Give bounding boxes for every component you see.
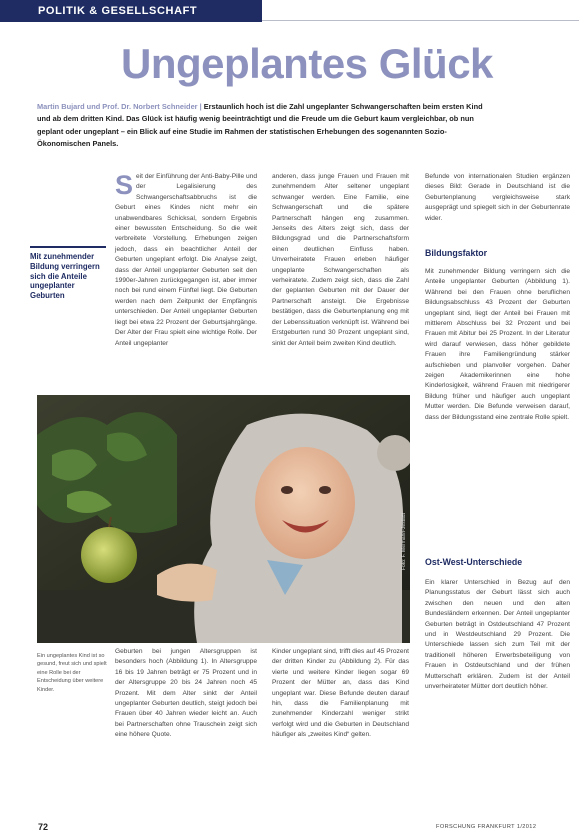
lead-text: Erstaunlich hoch ist die Zahl ungeplanter Schwangerschaften beim ersten Kind und ab dem dritten Kind. Das Glück ist häufig wenig beeinträchtigt und die Freude um die Geburt kaum vergleichbar, ob nun geplant oder ungeplant – ein Blick auf eine Studie im Rahmen der statistischen Erhebungen des sogenannten Sozio-Ökonomischen Panels. bbox=[37, 102, 483, 149]
subhead-ost-west: Ost-West-Unterschiede bbox=[425, 557, 523, 567]
side-quote: Mit zunehmender Bildung verringern sich die Anteile ungeplanter Geburten bbox=[30, 252, 100, 301]
body-text-c2: Mit zunehmender Bildung verringern sich die Anteile ungeplanter Geburten (Abbildung 1). Während bei den Frauen ohne beruflichen Bildungsabschluss 43 Prozent der Geburten ungeplant sind, liegt der Anteil bei Frauen mit mittlerem Abschluss bei 32 Prozent und bei Frauen mit Abitur bei 25 Prozent. In der Literatur wird darauf verwiesen, dass höher gebildete Frauen ihre Familiengründung stärker aufschieben und planvoller vorgehen. Daher zeigen Akademikerinnen eine hohe Kinderlosigkeit, während Frauen mit niedrigerer Bildung früher und häufiger auch ungeplant Mutter werden. Die Befunde verweisen darauf, dass der Bildungsstand eine zentrale Rolle spielt. bbox=[425, 268, 570, 421]
body-text-c3: Ein klarer Unterschied in Bezug auf den Planungsstatus der Geburt lässt sich auch zwischen den neuen und den alten Bundesländern erkennen. Der Anteil ungeplanter Geburten beträgt in Ostdeutschland 47 Prozent und in Westdeutschland 29 Prozent. Die Unterschiede lassen sich zum Teil mit der traditionell höheren Erwerbsbeteiligung von Frauen in Ostdeutschland und der frühen Mutterschaft erklären. Zudem ist der Anteil unverheirateter Mütter dort deutlich höher. bbox=[425, 579, 570, 691]
section-bar bbox=[0, 0, 262, 22]
article-headline: Ungeplantes Glück bbox=[121, 40, 493, 87]
body-text-c: Befunde von internationalen Studien ergänzen dieses Bild: Gerade in Deutschland ist die Geburtenplanung vergleichsweise stark ausgeprägt und spiegelt sich in der Geburtenrate wider. bbox=[425, 173, 570, 222]
footer-publication: FORSCHUNG FRANKFURT 1/2012 bbox=[436, 824, 537, 830]
photo-caption: Ein ungeplantes Kind ist so gesund, freut sich und spielt eine Rolle bei der Entscheidung über weitere Kinder. bbox=[37, 653, 107, 693]
page-footer bbox=[0, 818, 579, 839]
body-text-b: anderen, dass junge Frauen und Frauen mit zunehmendem Alter seltener ungeplant schwanger werden. Eine Familie, eine Schwangerschaft und die spätere Partnerschaft hängen eng zusammen. Jenseits des Alters zeigt sich, dass der Bildungsgrad und die Partnerschaftsform einen deutlichen Einfluss haben. Unverheiratete Frauen erleben häufiger ungeplante Schwangerschaften als verheiratete. Zudem zeigt sich, dass die Zahl der geplanten Geburten mit der Dauer der Partnerschaft ansteigt. Die Ergebnisse bestätigen, dass die Geburtenplanung eng mit der Lebenssituation verknüpft ist. Während bei Erstgeburten rund 30 Prozent ungeplant sind, sinkt der Anteil beim zweiten Kind deutlich. bbox=[272, 173, 409, 347]
body-column-c bbox=[425, 172, 570, 224]
lead-authors: Martin Bujard und Prof. Dr. Norbert Schneider | bbox=[37, 102, 202, 111]
body-text-d: Geburten bei jungen Altersgruppen ist besonders hoch (Abbildung 1). In Altersgruppe 16 bis 19 Jahren beträgt er 75 Prozent und in der Altersgruppe 20 bis 24 Jahren noch 45 Prozent. Mit dem Alter sinkt der Anteil ungeplanter Geburten deutlich, steigt jedoch bei Frauen über 40 Jahren wieder leicht an. Auch bei Partnerschaften ohne Trauschein zeigt sich eine höhere Quote. bbox=[115, 648, 257, 739]
header-rule bbox=[262, 20, 579, 21]
lead-paragraph bbox=[37, 101, 487, 151]
side-quote-rule bbox=[30, 246, 106, 248]
body-text-a: eit der Einführung der Anti-Baby-Pille und der Legalisierung des Schwangerschaftsabbruchs ist die Geburt eines Kindes nicht mehr ein unabwendbares Schicksal, sondern Ergebnis einer bewussten Entscheidung. So die weit verbreitete Vorstellung. Erhebungen zeigen jedoch, dass ein beachtlicher Anteil der Geburten ungeplant erfolgt. Die Analyse zeigt, dass der Anteil ungeplanter Geburten seit den 1990er-Jahren zurückgegangen ist, aber immer noch bei rund einem Fünftel liegt. Die Geburten werden nach dem Zeitpunkt der Empfängnis unterschieden. Der Anteil ungeplanter Geburten liegt bei etwa 22 Prozent der Geburtsjahrgänge. Der Alter der Frau spielt eine wichtige Rolle. Der Anteil ungeplanter bbox=[115, 173, 257, 347]
page-number: 72 bbox=[38, 822, 49, 832]
body-column-a bbox=[115, 172, 257, 349]
body-column-c2 bbox=[425, 267, 570, 423]
body-column-b bbox=[272, 172, 409, 349]
article-photo bbox=[37, 395, 410, 643]
body-column-d bbox=[115, 647, 257, 741]
dropcap: S bbox=[115, 170, 134, 200]
body-column-e bbox=[272, 647, 409, 741]
section-label: POLITIK & GESELLSCHAFT bbox=[38, 5, 198, 17]
subhead-bildungsfaktor: Bildungsfaktor bbox=[425, 248, 488, 258]
baby-photo-illustration bbox=[37, 395, 410, 643]
photo-credit: Foto: F. Mermann-Jestädt bbox=[401, 513, 407, 570]
body-column-c3 bbox=[425, 578, 570, 692]
body-text-e: Kinder ungeplant sind, trifft dies auf 45 Prozent der dritten Kinder zu (Abbildung 2). Für das vierte und weitere Kinder liegen sogar 69 Prozent der Mütter an, dass das Kind ungeplant war. Diese Befunde deuten darauf hin, dass die Familienplanung mit zunehmender Kinderzahl weniger strikt verfolgt wird und die Geburten in Deutschland häufiger als „zweites Kind“ gelten. bbox=[272, 648, 409, 739]
